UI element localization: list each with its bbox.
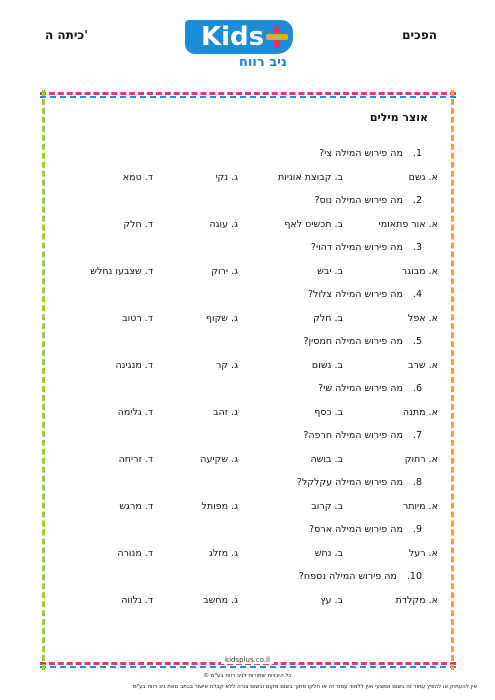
answer-option[interactable]: ד. חלק: [123, 218, 153, 230]
header-subject: הפכים: [402, 28, 437, 42]
answer-row: [55, 500, 438, 525]
answer-option[interactable]: ד. רטוב: [122, 312, 153, 324]
question-number: 8.: [412, 477, 422, 488]
question-row: [55, 477, 430, 501]
answer-option[interactable]: ג. מחשב: [203, 594, 238, 606]
question-row: [55, 571, 430, 595]
question-text: מה פירוש המילה חרפה?: [303, 430, 403, 441]
answer-option[interactable]: ב. תכשיט לאף: [284, 218, 343, 230]
answer-option[interactable]: ג. נקי: [215, 171, 238, 183]
question-row: [55, 430, 430, 454]
answer-row: [55, 312, 438, 337]
border-top-inner: [40, 96, 456, 98]
border-left: [42, 90, 45, 670]
answer-option[interactable]: ב. קרוב: [311, 500, 343, 512]
answer-row: [55, 265, 438, 290]
question-row: [55, 148, 430, 172]
answer-option[interactable]: ב. בושה: [310, 453, 343, 465]
answer-option[interactable]: א. מבוגר: [401, 265, 438, 277]
header-grade: כיתה ה': [45, 28, 88, 42]
answer-option[interactable]: ד. מנורה: [117, 547, 153, 559]
answer-option[interactable]: ד. זריחה: [118, 453, 153, 465]
question-text: מה פירוש המילה ארס?: [309, 524, 403, 535]
answer-row: [55, 359, 438, 384]
answer-row: [55, 218, 438, 243]
worksheet-content: [55, 110, 438, 618]
answer-option[interactable]: א. אפל: [407, 312, 438, 324]
question-number: 5.: [412, 336, 422, 347]
question-row: [55, 524, 430, 548]
answer-row: [55, 171, 438, 196]
answer-option[interactable]: ג. ירוק: [211, 265, 238, 277]
answer-option[interactable]: א. רחוק: [404, 453, 438, 465]
answer-option[interactable]: ד. טמא: [122, 171, 153, 183]
footer-notice: אין להעתיק או להפיץ עמוד זה בשום אמצעי ואין ללמוד עמוד זה או חלקו מתוך בשום מקום ובשום צורה ללא קבלת אישור בכתב מאת ניב רווח בע"מ: [132, 684, 477, 690]
question-text: מה פירוש המילה נספח?: [298, 571, 397, 582]
question-row: [55, 195, 430, 219]
question-text: מה פירוש המילה נוס?: [314, 195, 403, 206]
question-row: [55, 383, 430, 407]
question-number: 3.: [412, 242, 422, 253]
answer-option[interactable]: א. שרב: [408, 359, 438, 371]
question-number: 2.: [412, 195, 422, 206]
plus-icon: [266, 26, 288, 48]
question-text: מה פירוש המילה שי?: [318, 383, 403, 394]
footer-url-text: kidsplus.co.il: [221, 656, 274, 664]
border-right: [451, 90, 454, 670]
question-text: מה פירוש המילה חמסין?: [303, 336, 403, 347]
question-row: [55, 336, 430, 360]
logo-kids-text: Kids: [185, 20, 293, 54]
answer-option[interactable]: ד. מרגש: [119, 500, 153, 512]
answer-option[interactable]: ג. מזלג: [208, 547, 238, 559]
logo-subtitle: ניב רווח: [239, 55, 287, 70]
answer-option[interactable]: ב. כסף: [314, 406, 343, 418]
question-list: [55, 148, 438, 618]
answer-option[interactable]: ב. עץ: [320, 594, 343, 606]
question-text: מה פירוש המילה עקלקל?: [296, 477, 403, 488]
question-text: מה פירוש המילה צלול?: [308, 289, 403, 300]
answer-option[interactable]: ד. גלימה: [117, 406, 153, 418]
question-text: מה פירוש המילה דהוי?: [310, 242, 403, 253]
question-number: 6.: [412, 383, 422, 394]
question-number: 1.: [412, 148, 422, 159]
question-number: 9.: [412, 524, 422, 535]
answer-option[interactable]: ג. קר: [215, 359, 238, 371]
answer-option[interactable]: א. גשם: [408, 171, 438, 183]
answer-option[interactable]: א. אור פתאומי: [378, 218, 438, 230]
answer-option[interactable]: ג. מפותל: [201, 500, 238, 512]
question-number: 10.: [406, 571, 422, 582]
answer-option[interactable]: ג. שקוף: [205, 312, 238, 324]
answer-option[interactable]: ג. שקיעה: [200, 453, 238, 465]
question-text: מה פירוש המילה צי?: [319, 148, 403, 159]
answer-row: [55, 453, 438, 478]
answer-option[interactable]: ב. גשום: [311, 359, 343, 371]
question-number: 7.: [412, 430, 422, 441]
footer-url: [0, 656, 495, 664]
answer-option[interactable]: ד. שצבעו נחלש: [90, 265, 153, 277]
answer-option[interactable]: ב. נחש: [314, 547, 343, 559]
section-title: אוצר מילים: [369, 111, 428, 124]
question-row: [55, 289, 430, 313]
answer-row: [55, 406, 438, 431]
answer-option[interactable]: ב. קבוצת אוניות: [278, 171, 343, 183]
answer-row: [55, 594, 438, 619]
answer-option[interactable]: ב. יבש: [317, 265, 343, 277]
kids-logo: [185, 20, 309, 70]
answer-option[interactable]: ג. עוגה: [209, 218, 238, 230]
answer-option[interactable]: א. מקלדת: [395, 594, 438, 606]
answer-option[interactable]: ד. מנגינה: [115, 359, 153, 371]
answer-option[interactable]: א. מתנה: [402, 406, 438, 418]
answer-option[interactable]: א. רעל: [408, 547, 438, 559]
question-row: [55, 242, 430, 266]
answer-option[interactable]: ד. נלווה: [121, 594, 153, 606]
question-number: 4.: [412, 289, 422, 300]
footer-copyright: כל הזכויות שמורות לניב רווח בע"מ ©: [203, 673, 292, 679]
answer-row: [55, 547, 438, 572]
border-top: [40, 92, 456, 95]
answer-option[interactable]: ב. חלק: [313, 312, 343, 324]
answer-option[interactable]: א. מיותר: [402, 500, 438, 512]
border-bottom-inner: [40, 666, 456, 668]
answer-option[interactable]: ג. זהב: [213, 406, 238, 418]
